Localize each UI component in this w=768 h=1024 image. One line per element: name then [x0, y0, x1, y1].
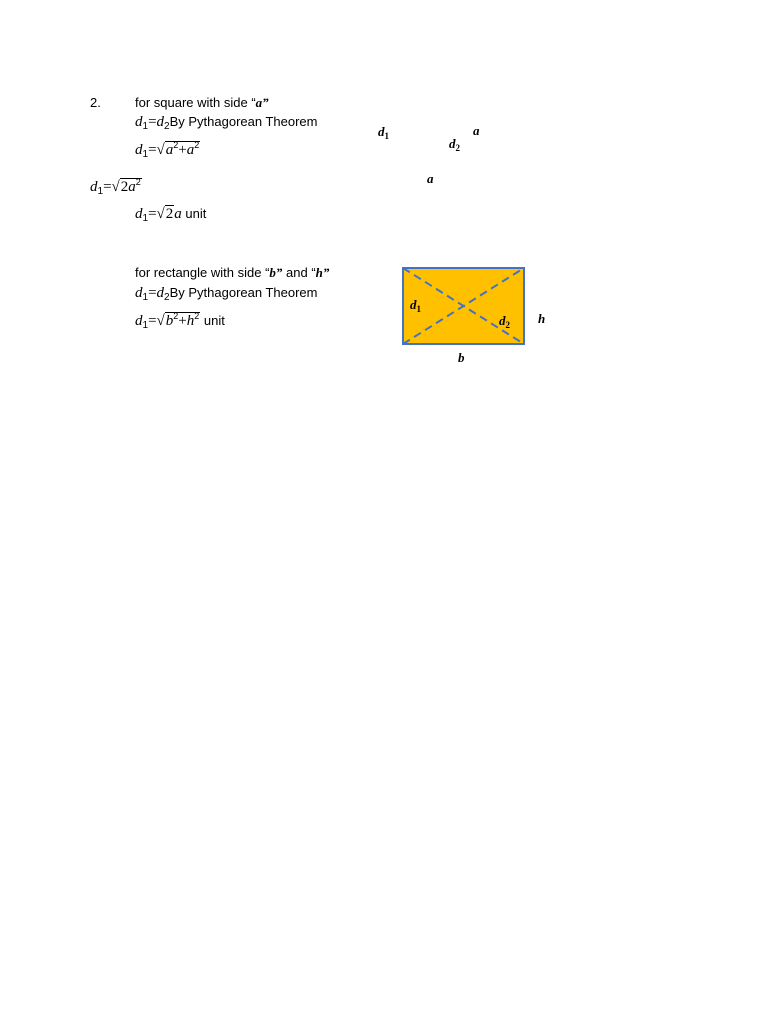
math-h: h	[186, 313, 195, 329]
square-label-d2: $d_2$	[449, 136, 460, 153]
math-a: a	[186, 142, 195, 158]
square-label-side-a-bottom: a	[427, 171, 434, 186]
math-coef: 2	[165, 206, 174, 222]
math-b: b	[165, 313, 174, 329]
math-exp: 2	[194, 140, 200, 150]
radicand	[165, 205, 175, 221]
math-d: d	[135, 114, 143, 130]
radicand	[165, 141, 201, 157]
square-heading-var: a”	[255, 95, 269, 110]
square-label-side-a-right: a	[473, 123, 480, 138]
rectangle-heading-and: and “	[282, 265, 316, 280]
math-exp: 2	[194, 311, 200, 321]
math-exp: 2	[135, 177, 141, 187]
sqrt-icon: √	[156, 206, 165, 222]
radicand	[165, 312, 201, 328]
math-d: d	[135, 285, 143, 301]
math-d: d	[135, 142, 143, 158]
square-pythagoras-line	[135, 137, 200, 163]
math-d: d	[90, 179, 98, 195]
math-sub: 1	[97, 186, 104, 197]
math-a: a	[165, 142, 174, 158]
sqrt-icon: √	[111, 179, 120, 195]
square-result-line	[135, 206, 206, 227]
rectangle-equality-line	[135, 285, 318, 306]
square-heading	[135, 95, 269, 111]
math-sub: 1	[142, 320, 149, 331]
math-exp: 2	[173, 140, 179, 150]
rectangle-heading-h: h”	[315, 265, 330, 280]
item-number: 2.	[90, 95, 101, 110]
math-eq: =	[148, 206, 157, 222]
math-eq: =	[148, 313, 157, 329]
math-eq: =	[148, 142, 157, 158]
math-a: a	[174, 206, 182, 222]
math-coef: 2	[120, 179, 129, 195]
rectangle-heading-b: b”	[269, 265, 283, 280]
math-sub: 1	[142, 292, 149, 303]
math-plus: +	[178, 313, 187, 329]
sqrt-icon: √	[156, 142, 165, 158]
math-a: a	[128, 179, 136, 195]
math-eq: =	[148, 114, 157, 130]
math-d: d	[135, 206, 143, 222]
unit-text: unit	[181, 206, 207, 221]
rectangle-label-d2: $d_2$	[499, 313, 510, 330]
sqrt-icon: √	[156, 313, 165, 329]
math-sub: 1	[142, 213, 149, 224]
math-plus: +	[178, 142, 187, 158]
square-heading-text: for square with side “	[135, 95, 256, 110]
math-eq: =	[103, 179, 112, 195]
math-eq: =	[148, 285, 157, 301]
rectangle-heading-text: for rectangle with side “	[135, 265, 270, 280]
math-d: d	[135, 313, 143, 329]
math-d: d	[156, 285, 165, 301]
math-sub: 1	[142, 149, 149, 160]
math-sub: 2	[164, 121, 170, 132]
math-exp: 2	[173, 311, 179, 321]
rectangle-label-side-b: b	[458, 350, 465, 365]
square-label-d1: $d_1$	[378, 124, 389, 141]
theorem-text: By Pythagorean Theorem	[169, 114, 318, 129]
unit-text: unit	[200, 313, 225, 328]
math-d: d	[156, 114, 165, 130]
radicand	[120, 178, 142, 194]
square-simplified-line	[90, 174, 142, 200]
theorem-text: By Pythagorean Theorem	[169, 285, 318, 300]
math-sub: 2	[164, 292, 170, 303]
math-sub: 1	[142, 121, 149, 132]
rectangle-pythagoras-line	[135, 308, 225, 334]
square-equality-line	[135, 114, 318, 135]
rectangle-label-side-h: h	[538, 311, 546, 326]
rectangle-heading	[135, 265, 329, 281]
rectangle-label-d1: $d_1$	[410, 297, 421, 314]
